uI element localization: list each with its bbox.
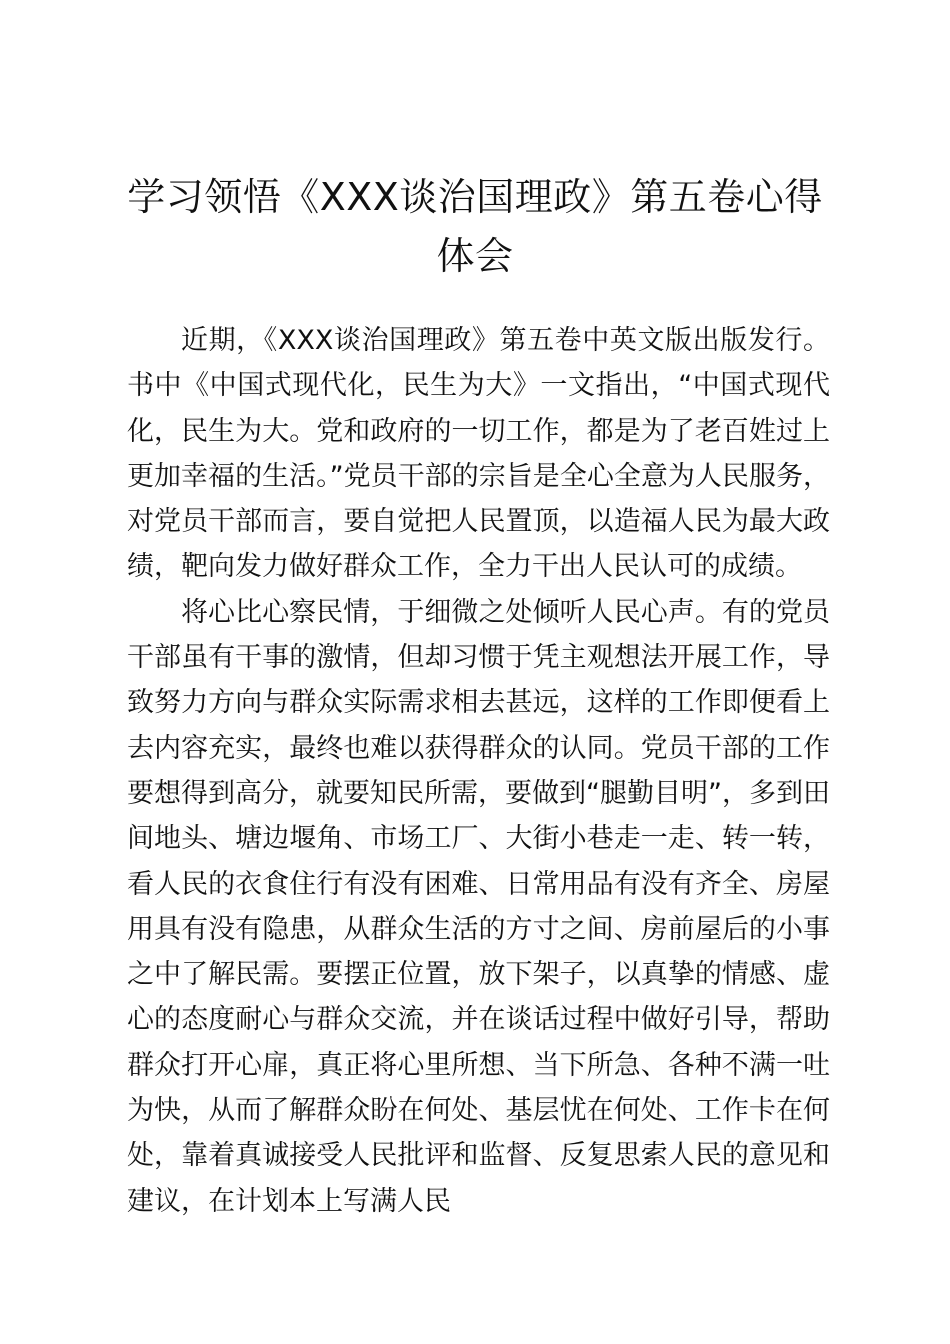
document-body bbox=[127, 318, 830, 1224]
paragraph-2: 将心比心察民情，于细微之处倾听人民心声。有的党员干部虽有干事的激情，但却习惯于凭主观想法开展工作，导致努力方向与群众实际需求相去甚远，这样的工作即便看上去内容充实，最终也难以获得群众的认同。党员干部的工作要想得到高分，就要知民所需，要做到“腿勤目明”，多到田间地头、塘边堰角、市场工厂、大街小巷走一走、转一转，看人民的衣食住行有没有困难、日常用品有没有齐全、房屋用具有没有隐患，从群众生活的方寸之间、房前屋后的小事之中了解民需。要摆正位置，放下架子，以真挚的情感、虚心的态度耐心与群众交流，并在谈话过程中做好引导，帮助群众打开心扉，真正将心里所想、当下所急、各种不满一吐为快，从而了解群众盼在何处、基层忧在何处、工作卡在何处，靠着真诚接受人民批评和监督、反复思索人民的意见和建议，在计划本上写满人民 bbox=[127, 596, 830, 1217]
paragraph-1: 近期，《XXX谈治国理政》第五卷中英文版出版发行。书中《中国式现代化，民生为大》一文指出，“中国式现代化，民生为大。党和政府的一切工作，都是为了老百姓过上更加幸福的生活。”党员干部的宗旨是全心全意为人民服务，对党员干部而言，要自觉把人民置顶，以造福人民为最大政绩，靶向发力做好群众工作，全力干出人民认可的成绩。 bbox=[127, 325, 830, 583]
document-title: 学习领悟《XXX谈治国理政》第五卷心得体会 bbox=[127, 175, 823, 278]
